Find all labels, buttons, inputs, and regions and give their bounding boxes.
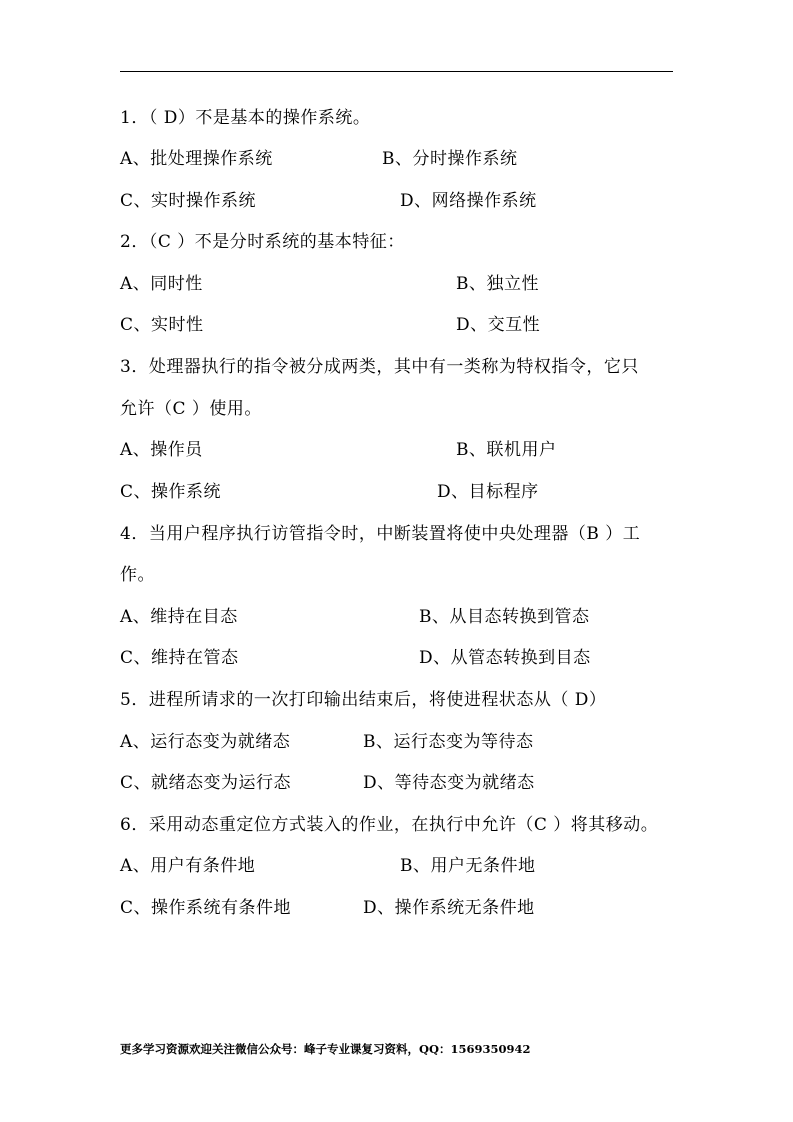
question-1-stem: 1．（ D）不是基本的操作系统。 xyxy=(120,108,371,128)
question-4-option-c: C、维持在管态 xyxy=(120,648,239,668)
question-2-option-c: C、实时性 xyxy=(120,315,204,335)
header-rule xyxy=(120,71,673,72)
question-3-stem-line-1: 3．处理器执行的指令被分成两类，其中有一类称为特权指令，它只 xyxy=(120,357,639,377)
question-2-stem: 2．（C ）不是分时系统的基本特征： xyxy=(120,232,405,252)
question-1-option-d: D、网络操作系统 xyxy=(400,191,537,211)
question-2-option-d: D、交互性 xyxy=(456,315,541,335)
question-3-stem-line-2: 允许（C ）使用。 xyxy=(120,399,262,419)
question-6-option-a: A、用户有条件地 xyxy=(120,856,256,876)
question-3-option-c: C、操作系统 xyxy=(120,482,222,502)
question-5-option-b: B、运行态变为等待态 xyxy=(363,732,534,752)
question-4-option-b: B、从目态转换到管态 xyxy=(419,607,590,627)
question-3-option-b: B、联机用户 xyxy=(456,440,557,460)
footer-note: 更多学习资源欢迎关注微信公众号：峰子专业课复习资料，QQ：1569350942 xyxy=(120,1042,531,1056)
question-5-option-c: C、就绪态变为运行态 xyxy=(120,773,292,793)
question-5-stem: 5．进程所请求的一次打印输出结束后，将使进程状态从（ D） xyxy=(120,690,607,710)
question-5-option-d: D、等待态变为就绪态 xyxy=(363,773,535,793)
question-6-stem: 6．采用动态重定位方式装入的作业，在执行中允许（C ）将其移动。 xyxy=(120,815,659,835)
question-2-option-a: A、同时性 xyxy=(120,274,203,294)
question-5-option-a: A、运行态变为就绪态 xyxy=(120,732,291,752)
question-6-option-c: C、操作系统有条件地 xyxy=(120,898,292,918)
question-1-option-b: B、分时操作系统 xyxy=(382,149,518,169)
question-4-option-a: A、维持在目态 xyxy=(120,607,238,627)
question-3-option-d: D、目标程序 xyxy=(437,482,539,502)
question-6-option-d: D、操作系统无条件地 xyxy=(363,898,535,918)
question-4-stem-line-2: 作。 xyxy=(120,565,155,585)
question-4-option-d: D、从管态转换到目态 xyxy=(419,648,591,668)
question-4-stem-line-1: 4．当用户程序执行访管指令时，中断装置将使中央处理器（B ）工 xyxy=(120,524,641,544)
question-1-option-a: A、批处理操作系统 xyxy=(120,149,273,169)
question-1-option-c: C、实时操作系统 xyxy=(120,191,257,211)
question-6-option-b: B、用户无条件地 xyxy=(400,856,536,876)
question-3-option-a: A、操作员 xyxy=(120,440,203,460)
question-2-option-b: B、独立性 xyxy=(456,274,539,294)
